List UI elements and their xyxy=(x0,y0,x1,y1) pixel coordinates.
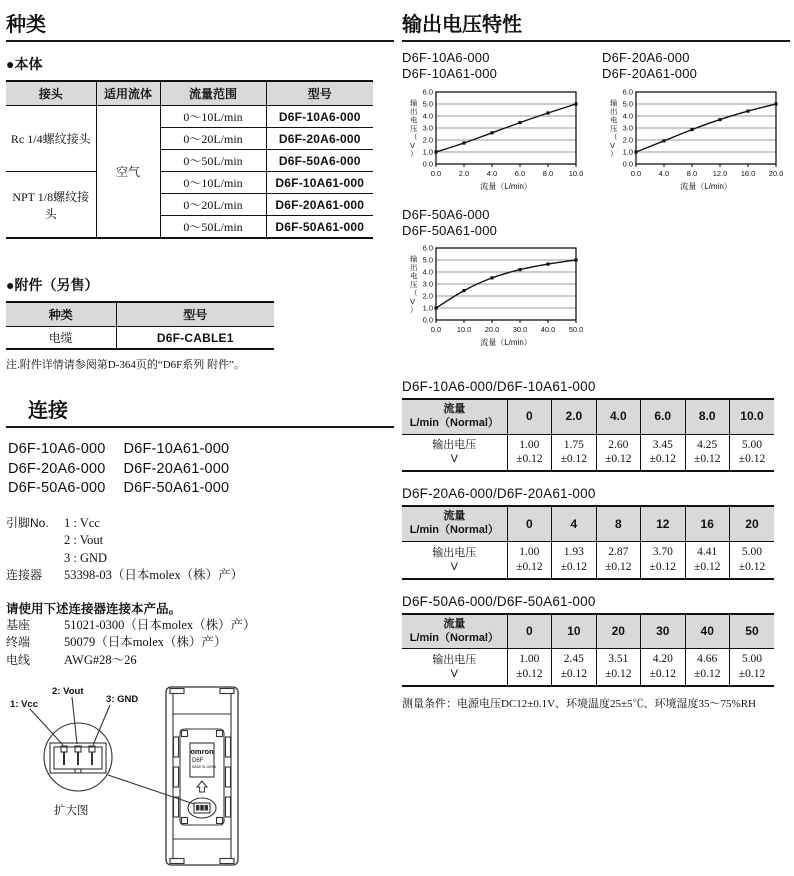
spec-voltage-cell: 1.93 ±0.12 xyxy=(552,541,596,578)
y-tick-label: 5.0 xyxy=(422,99,433,108)
y-tick-label: 2.0 xyxy=(622,135,633,144)
spec-flow-value-header: 6.0 xyxy=(641,399,685,434)
right-column xyxy=(402,8,790,711)
x-tick-label: 8.0 xyxy=(542,168,554,178)
spec-voltage-cell: 4.41 ±0.12 xyxy=(685,541,729,578)
connector-cell: Rc 1/4螺纹接头 xyxy=(6,106,96,172)
magnifier-leader-line xyxy=(108,775,194,804)
spec-voltage-cell: 5.00 ±0.12 xyxy=(729,434,774,471)
table-row xyxy=(6,327,274,350)
spec-value-row xyxy=(402,541,774,578)
data-point-marker xyxy=(462,289,465,292)
spec-voltage-cell: 2.60 ±0.12 xyxy=(596,434,640,471)
pin3-label: 3: GND xyxy=(106,694,139,706)
model-cell: D6F-10A6-000 xyxy=(266,106,373,128)
spec-table-grid xyxy=(402,505,774,579)
data-point-marker xyxy=(662,139,665,142)
x-tick-label: 4.0 xyxy=(658,168,670,178)
spec-voltage-cell: 5.00 ±0.12 xyxy=(729,649,774,686)
data-point-marker xyxy=(774,102,777,105)
spec-table-holder xyxy=(402,505,790,579)
spec-flow-value-header: 8 xyxy=(596,506,640,541)
spec-flow-value-header: 40 xyxy=(685,614,729,649)
pin1-leader-line xyxy=(30,709,63,745)
y-tick-label: 4.0 xyxy=(422,111,433,120)
spec-voltage-cell: 3.70 ±0.12 xyxy=(641,541,685,578)
spec-flow-value-header: 0 xyxy=(507,614,551,649)
connector-cell: NPT 1/8螺纹接头 xyxy=(6,172,96,239)
accessory-note: 注.附件详情请参阅第D-364页的“D6F系列 附件”。 xyxy=(6,359,245,371)
pin2-label: 2: Vout xyxy=(52,686,84,698)
y-tick-label: 0.0 xyxy=(422,315,433,325)
line-chart-20 xyxy=(602,86,790,192)
model-cell: D6F-20A6-000 xyxy=(266,128,373,150)
spec-section-10 xyxy=(402,379,790,472)
model-cell: D6F-50A6-000 xyxy=(266,150,373,172)
model-cell: D6F-10A61-000 xyxy=(266,172,373,194)
data-point-marker xyxy=(434,150,437,153)
spec-flow-value-header: 20 xyxy=(596,614,640,649)
chart-title-line: D6F-20A6-000 xyxy=(602,50,690,65)
spec-table-title: D6F-50A6-000/D6F-50A61-000 xyxy=(402,593,596,609)
spec-flow-value-header: 50 xyxy=(729,614,774,649)
spec-voltage-cell: 3.51 ±0.12 xyxy=(596,649,640,686)
spec-flow-value-header: 16 xyxy=(685,506,729,541)
x-tick-label: 20.0 xyxy=(768,168,784,178)
col-header-kind: 种类 xyxy=(6,302,116,327)
model-name: D6F-10A6-000 xyxy=(8,441,106,457)
pin-row-value: 2 : Vout xyxy=(64,533,104,548)
model-list xyxy=(8,440,394,499)
y-tick-label: 6.0 xyxy=(422,243,433,253)
section-title-types-text: 种类 xyxy=(6,14,46,36)
charts-row xyxy=(402,50,790,197)
spec-flow-value-header: 4 xyxy=(552,506,596,541)
y-tick-label: 2.0 xyxy=(422,291,433,301)
col-header-connector: 接头 xyxy=(6,81,96,106)
pin2-leader-line xyxy=(72,697,77,744)
pin-row xyxy=(6,550,394,568)
spec-voltage-cell: 1.00 ±0.12 xyxy=(507,649,551,686)
spec-section-50 xyxy=(402,594,790,687)
data-point-marker xyxy=(574,258,577,261)
pin-row-label xyxy=(6,532,64,550)
x-tick-label: 16.0 xyxy=(740,168,756,178)
spec-table-holder xyxy=(402,398,790,472)
spec-flow-header-label: 流量 L/min（Normal） xyxy=(402,399,507,434)
y-tick-label: 1.0 xyxy=(422,303,433,313)
x-tick-label: 0.0 xyxy=(430,168,442,178)
spec-output-voltage-label: 输出电压 V xyxy=(402,434,507,471)
connector-row-label: 终端 xyxy=(6,635,31,650)
col-header-fluid: 适用流体 xyxy=(96,81,160,106)
data-point-marker xyxy=(490,131,493,134)
line-chart-50 xyxy=(402,242,590,348)
spec-output-voltage-label: 输出电压 V xyxy=(402,541,507,578)
spec-flow-value-header: 0 xyxy=(507,506,551,541)
spec-flow-value-header: 30 xyxy=(641,614,685,649)
y-tick-label: 0.0 xyxy=(622,159,633,168)
data-point-marker xyxy=(434,306,437,309)
x-tick-label: 30.0 xyxy=(512,325,528,334)
model-list-col2 xyxy=(124,440,230,499)
spec-voltage-cell: 1.75 ±0.12 xyxy=(552,434,596,471)
chart-title xyxy=(602,50,790,83)
col-header-model: 型号 xyxy=(266,81,373,106)
spec-voltage-cell: 4.20 ±0.12 xyxy=(641,649,685,686)
pin-row xyxy=(6,515,394,533)
section-title-types xyxy=(6,8,394,42)
data-point-marker xyxy=(690,127,693,130)
connector-row xyxy=(6,652,394,670)
y-axis-label: 输出电压（ V ） xyxy=(410,254,418,315)
chart-title xyxy=(402,50,590,83)
spec-header-row xyxy=(402,506,774,541)
x-tick-label: 8.0 xyxy=(686,168,698,178)
spec-voltage-cell: 1.00 ±0.12 xyxy=(507,434,551,471)
x-tick-label: 0.0 xyxy=(630,168,642,178)
connector-row-value: AWG#28～26 xyxy=(64,652,137,667)
x-tick-label: 50.0 xyxy=(568,325,584,334)
model-name: D6F-20A61-000 xyxy=(123,460,230,477)
spec-flow-header-label: 流量 L/min（Normal） xyxy=(402,614,507,649)
x-tick-label: 0.0 xyxy=(430,325,442,334)
body-table xyxy=(6,80,373,239)
x-tick-label: 10.0 xyxy=(568,168,584,178)
spec-voltage-cell: 4.25 ±0.12 xyxy=(685,434,729,471)
spec-table-holder xyxy=(402,613,790,687)
chart-block-10 xyxy=(402,50,590,197)
line-chart-10 xyxy=(402,86,590,192)
accessory-table xyxy=(6,301,274,350)
spec-flow-value-header: 8.0 xyxy=(685,399,729,434)
diagram-caption: 扩大图 xyxy=(54,805,89,818)
data-point-marker xyxy=(718,118,721,121)
flow-range-cell: 0～20L/min xyxy=(160,194,266,216)
y-tick-label: 1.0 xyxy=(422,147,433,156)
connector-row-value: 50079（日本molex（株）产） xyxy=(64,635,227,650)
chart-title-line: D6F-20A61-000 xyxy=(602,66,698,82)
spec-flow-value-header: 10.0 xyxy=(729,399,774,434)
y-tick-label: 0.0 xyxy=(422,159,433,168)
spec-flow-value-header: 20 xyxy=(729,506,774,541)
y-tick-label: 3.0 xyxy=(622,123,633,132)
spec-header-row xyxy=(402,399,774,434)
section-title-output-text: 输出电压特性 xyxy=(402,14,522,36)
col-header-flow-range: 流量范围 xyxy=(160,81,266,106)
model-name: D6F-10A61-000 xyxy=(123,441,230,457)
fluid-cell: 空气 xyxy=(96,106,160,239)
connector-usage-note: 请使用下述连接器连接本产品。 xyxy=(6,601,182,616)
section-title-output xyxy=(402,8,790,42)
data-point-marker xyxy=(462,141,465,144)
label-made-text: MADE IN JAPAN xyxy=(192,765,217,770)
model-cell: D6F-50A61-000 xyxy=(266,216,373,239)
spec-flow-value-header: 0 xyxy=(507,399,551,434)
spec-section-20 xyxy=(402,486,790,579)
chart-title-line: D6F-10A6-000 xyxy=(402,50,490,65)
chart-title-line: D6F-50A61-000 xyxy=(402,222,498,238)
flow-range-cell: 0～50L/min xyxy=(160,216,266,239)
spec-flow-value-header: 12 xyxy=(641,506,685,541)
spec-value-row xyxy=(402,434,774,471)
table-row xyxy=(6,172,373,194)
pin-row xyxy=(6,567,394,585)
y-tick-label: 1.0 xyxy=(622,147,633,156)
chart-block-50 xyxy=(402,207,590,354)
y-tick-label: 2.0 xyxy=(422,135,433,144)
table-row xyxy=(6,106,373,128)
pin-row-label: 连接器 xyxy=(6,568,43,583)
connector-row-label: 电线 xyxy=(6,652,31,667)
spec-voltage-cell: 1.00 ±0.12 xyxy=(507,541,551,578)
y-axis-label: 输出电压（ V ） xyxy=(610,97,618,158)
measurement-conditions-note: 测量条件：电源电压DC12±0.1V、环境温度25±5℃、环境湿度35～75%RH xyxy=(402,698,756,711)
chart-title-line: D6F-50A6-000 xyxy=(402,206,490,222)
data-point-marker xyxy=(546,111,549,114)
connector-row-label: 基座 xyxy=(6,617,31,632)
x-tick-label: 12.0 xyxy=(712,168,728,178)
y-axis-label: 输出电压（ V ） xyxy=(410,97,418,158)
model-list-col1 xyxy=(8,440,106,499)
x-tick-label: 2.0 xyxy=(458,168,470,178)
x-tick-label: 6.0 xyxy=(514,168,526,178)
connector-row-value: 51021-0300（日本molex（株）产） xyxy=(64,617,256,632)
spec-table-grid xyxy=(402,398,774,472)
pin-info xyxy=(6,515,394,585)
x-axis-label: 流量（L/min） xyxy=(680,181,732,191)
body-table-header-row xyxy=(6,81,373,106)
connector-row xyxy=(6,634,394,652)
data-point-marker xyxy=(518,121,521,124)
spec-voltage-cell: 2.45 ±0.12 xyxy=(552,649,596,686)
y-tick-label: 5.0 xyxy=(622,99,633,108)
spec-header-row xyxy=(402,614,774,649)
y-tick-label: 3.0 xyxy=(422,279,433,289)
chart-block-20 xyxy=(602,50,790,197)
model-name: D6F-20A6-000 xyxy=(8,460,106,477)
x-axis-label: 流量（L/min） xyxy=(480,181,532,191)
section-title-connection xyxy=(6,394,394,428)
spec-value-row xyxy=(402,649,774,686)
y-tick-label: 3.0 xyxy=(422,123,433,132)
data-point-marker xyxy=(634,150,637,153)
spec-flow-value-header: 4.0 xyxy=(596,399,640,434)
pin-row-label xyxy=(6,550,64,568)
x-tick-label: 40.0 xyxy=(540,325,556,334)
spec-table-grid xyxy=(402,613,774,687)
model-name: D6F-50A6-000 xyxy=(8,480,106,497)
flow-range-cell: 0～50L/min xyxy=(160,150,266,172)
model-name: D6F-50A61-000 xyxy=(123,480,230,497)
connection-diagram-svg xyxy=(6,679,351,871)
y-tick-label: 6.0 xyxy=(422,87,433,96)
spec-flow-value-header: 10 xyxy=(552,614,596,649)
accessory-header-row xyxy=(6,302,274,327)
y-tick-label: 6.0 xyxy=(622,87,633,96)
data-point-marker xyxy=(518,268,521,271)
spec-table-title: D6F-20A6-000/D6F-20A61-000 xyxy=(402,486,596,502)
accessory-subtitle: ●附件（另售） xyxy=(6,277,99,293)
model-cell: D6F-20A61-000 xyxy=(266,194,373,216)
section-title-connection-text: 连接 xyxy=(28,400,68,422)
spec-voltage-cell: 4.66 ±0.12 xyxy=(685,649,729,686)
accessory-model-cell: D6F-CABLE1 xyxy=(116,327,274,350)
accessory-kind-cell: 电缆 xyxy=(6,327,116,350)
x-axis-label: 流量（L/min） xyxy=(480,338,532,347)
y-tick-label: 5.0 xyxy=(422,255,433,265)
pin-row-label: 引脚No. xyxy=(6,515,49,530)
data-point-marker xyxy=(746,109,749,112)
connector-info xyxy=(6,617,394,670)
x-tick-label: 10.0 xyxy=(456,325,472,334)
x-tick-label: 20.0 xyxy=(484,325,500,334)
flow-range-cell: 0～10L/min xyxy=(160,172,266,194)
body-subtitle: ●本体 xyxy=(6,56,43,72)
spec-voltage-cell: 2.87 ±0.12 xyxy=(596,541,640,578)
spec-output-voltage-label: 输出电压 V xyxy=(402,649,507,686)
col-header-model: 型号 xyxy=(116,302,274,327)
flow-range-cell: 0～20L/min xyxy=(160,128,266,150)
spec-flow-value-header: 2.0 xyxy=(552,399,596,434)
spec-voltage-cell: 3.45 ±0.12 xyxy=(641,434,685,471)
pin-row-value: 53398-03（日本molex（株）产） xyxy=(64,568,244,583)
chart-title xyxy=(402,207,590,240)
spec-flow-header-label: 流量 L/min（Normal） xyxy=(402,506,507,541)
x-tick-label: 4.0 xyxy=(486,168,498,178)
connection-diagram xyxy=(6,679,394,876)
pin-row xyxy=(6,532,394,550)
y-tick-label: 4.0 xyxy=(422,267,433,277)
connector-row xyxy=(6,617,394,635)
y-tick-label: 4.0 xyxy=(622,111,633,120)
spec-voltage-cell: 5.00 ±0.12 xyxy=(729,541,774,578)
left-column xyxy=(6,8,394,876)
spec-table-title: D6F-10A6-000/D6F-10A61-000 xyxy=(402,379,596,394)
pin-row-value: 1 : Vcc xyxy=(64,515,100,530)
data-point-marker xyxy=(574,102,577,105)
data-point-marker xyxy=(490,276,493,279)
pin-row-value: 3 : GND xyxy=(64,550,108,565)
label-model-text: D6F xyxy=(192,758,204,765)
chart-title-line: D6F-10A61-000 xyxy=(402,66,498,82)
flow-range-cell: 0～10L/min xyxy=(160,106,266,128)
brand-logo-text: omron xyxy=(190,747,214,757)
pin1-label: 1: Vcc xyxy=(10,699,38,711)
data-point-marker xyxy=(546,262,549,265)
